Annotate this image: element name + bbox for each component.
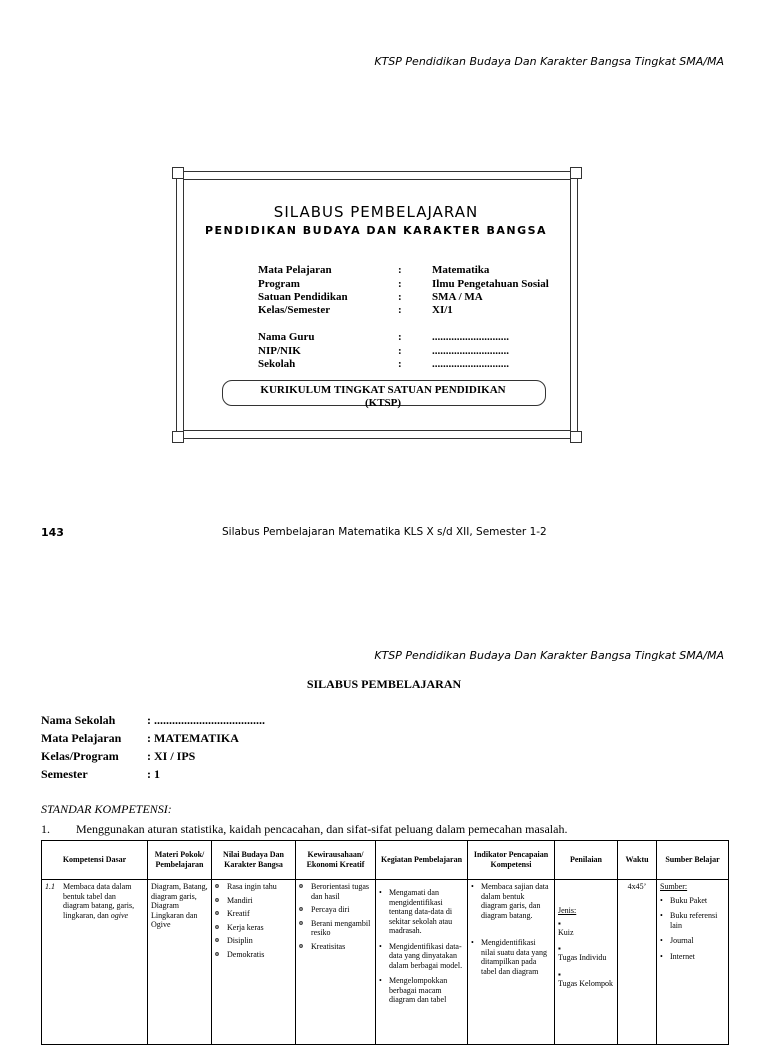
list-item: o Percaya diri xyxy=(299,905,372,915)
list-item: • Buku referensi lain xyxy=(660,911,725,930)
identity-label: Mata Pelajaran xyxy=(41,731,122,745)
list-item: • Buku Paket xyxy=(660,896,725,906)
kegiatan-cell xyxy=(376,880,468,1045)
nilai-cell xyxy=(212,880,296,1045)
list-item: o Rasa ingin tahu xyxy=(215,882,292,892)
column-header: Waktu xyxy=(618,841,657,880)
list-item: o Kreatif xyxy=(215,909,292,919)
cover-field-label: Sekolah xyxy=(258,358,296,370)
identity-value: : ..................................... xyxy=(147,713,265,727)
sumber-cell xyxy=(657,880,729,1045)
frame-corner xyxy=(172,431,184,443)
ktsp-line: (KTSP) xyxy=(364,397,402,409)
identity-value: : 1 xyxy=(147,767,160,781)
column-header: Sumber Belajar xyxy=(657,841,729,880)
kd-italic: ogive xyxy=(110,910,129,920)
list-item: o Kerja keras xyxy=(215,923,292,933)
cover-title: SILABUS PEMBELAJARAN xyxy=(273,203,479,221)
silabus-table xyxy=(41,840,729,1045)
frame-corner xyxy=(172,167,184,179)
standar-kompetensi-text: Menggunakan aturan statistika, kaidah pencacahan, dan sifat-sifat peluang dalam pemecahan masalah. xyxy=(76,822,568,836)
cover-field-value: ............................ xyxy=(432,358,509,370)
running-header: KTSP Pendidikan Budaya Dan Karakter Bangsa Tingkat SMA/MA xyxy=(374,649,724,662)
list-item: o Berani mengambil resiko xyxy=(299,919,372,938)
cover-field-label: Program xyxy=(258,278,300,290)
cover-field-value: ............................ xyxy=(432,331,509,343)
sumber-label: Sumber: xyxy=(660,882,688,891)
materi-cell: Diagram, Batang, diagram garis, Diagram Lingkaran dan Ogive xyxy=(148,880,212,1045)
frame-corner xyxy=(570,167,582,179)
list-item: • Mengidentifikasi nilai suatu data yang ditampilkan pada tabel dan diagram xyxy=(471,938,551,976)
cover-field-colon: : xyxy=(398,304,402,316)
kd-number: 1.1 xyxy=(45,882,55,891)
column-header: Kewirausahaan/ Ekonomi Kreatif xyxy=(296,841,376,880)
list-item: Tugas Kelompok xyxy=(558,978,614,988)
cover-field-colon: : xyxy=(398,291,402,303)
standar-kompetensi-number: 1. xyxy=(41,822,50,836)
identity-label: Kelas/Program xyxy=(41,749,119,763)
waktu-cell: 4x45’ xyxy=(618,880,657,1045)
kompetensi-dasar-cell xyxy=(42,880,148,1045)
column-header: Penilaian xyxy=(555,841,618,880)
penilaian-cell: Jenis: ▪ Kuiz ▪ Tugas Individu ▪ Tugas Kelompok xyxy=(555,880,618,1045)
identity-label: Nama Sekolah xyxy=(41,713,116,727)
identity-value: : MATEMATIKA xyxy=(147,731,239,745)
list-item: • Membaca sajian data dalam bentuk diagram garis, dan diagram batang. xyxy=(471,882,551,920)
list-item: • Mengidentifikasi data-data yang dinyatakan dalam berbagai model. xyxy=(379,942,464,971)
column-header: Kompetensi Dasar xyxy=(42,841,148,880)
list-item: • Journal xyxy=(660,936,725,946)
cover-subtitle: PENDIDIKAN BUDAYA DAN KARAKTER BANGSA xyxy=(204,224,548,237)
indikator-cell xyxy=(468,880,555,1045)
identity-value: : XI / IPS xyxy=(147,749,196,763)
list-item: o Disiplin xyxy=(215,936,292,946)
identity-label: Semester xyxy=(41,767,88,781)
list-item: o Mandiri xyxy=(215,896,292,906)
cover-field-colon: : xyxy=(398,278,402,290)
page-number: 143 xyxy=(41,526,64,539)
list-item: • Mengamati dan mengidentifikasi tentang data-data di sekitar sekolah atau madrasah. xyxy=(379,888,464,936)
cover-field-colon: : xyxy=(398,358,402,370)
kewirausahaan-cell xyxy=(296,880,376,1045)
kd-text: Membaca data dalam bentuk tabel dan diagram batang, garis, lingkaran, dan xyxy=(63,882,135,920)
cover-field-value: Matematika xyxy=(432,264,490,276)
ktsp-line: KURIKULUM TINGKAT SATUAN PENDIDIKAN xyxy=(260,384,506,396)
footer-text: Silabus Pembelajaran Matematika KLS X s/d XII, Semester 1-2 xyxy=(222,526,547,538)
list-item: o Kreatisitas xyxy=(299,942,372,952)
column-header: Materi Pokok/ Pembelajaran xyxy=(148,841,212,880)
list-item: • Mengelompokkan berbagai macam diagram dan tabel xyxy=(379,976,464,1005)
cover-field-label: Satuan Pendidikan xyxy=(258,291,348,303)
cover-field-value: Ilmu Pengetahuan Sosial xyxy=(432,278,549,290)
list-item: • Internet xyxy=(660,952,725,962)
cover-field-value: ............................ xyxy=(432,345,509,357)
cover-field-label: NIP/NIK xyxy=(258,345,301,357)
column-header: Kegiatan Pembelajaran xyxy=(376,841,468,880)
list-item: o Demokratis xyxy=(215,950,292,960)
column-header: Nilai Budaya Dan Karakter Bangsa xyxy=(212,841,296,880)
ktsp-label xyxy=(222,384,544,410)
page-title: SILABUS PEMBELAJARAN xyxy=(306,677,462,691)
column-header: Indikator Pencapaian Kompetensi xyxy=(468,841,555,880)
running-header: KTSP Pendidikan Budaya Dan Karakter Bangsa Tingkat SMA/MA xyxy=(374,55,724,68)
penilaian-jenis: Jenis: xyxy=(558,906,577,915)
table-row xyxy=(42,880,729,1045)
cover-field-value: SMA / MA xyxy=(432,291,483,303)
table-header-row xyxy=(42,841,729,880)
list-item: Kuiz xyxy=(558,927,574,937)
cover-field-label: Mata Pelajaran xyxy=(258,264,332,276)
list-item: Tugas Individu xyxy=(558,953,607,962)
cover-field-colon: : xyxy=(398,331,402,343)
cover-field-colon: : xyxy=(398,345,402,357)
cover-field-colon: : xyxy=(398,264,402,276)
standar-kompetensi-title: STANDAR KOMPETENSI: xyxy=(41,802,172,816)
frame-corner xyxy=(570,431,582,443)
cover-field-label: Kelas/Semester xyxy=(258,304,331,316)
cover-field-label: Nama Guru xyxy=(258,331,315,343)
cover-field-value: XI/1 xyxy=(432,304,453,316)
list-item: o Berorientasi tugas dan hasil xyxy=(299,882,372,901)
